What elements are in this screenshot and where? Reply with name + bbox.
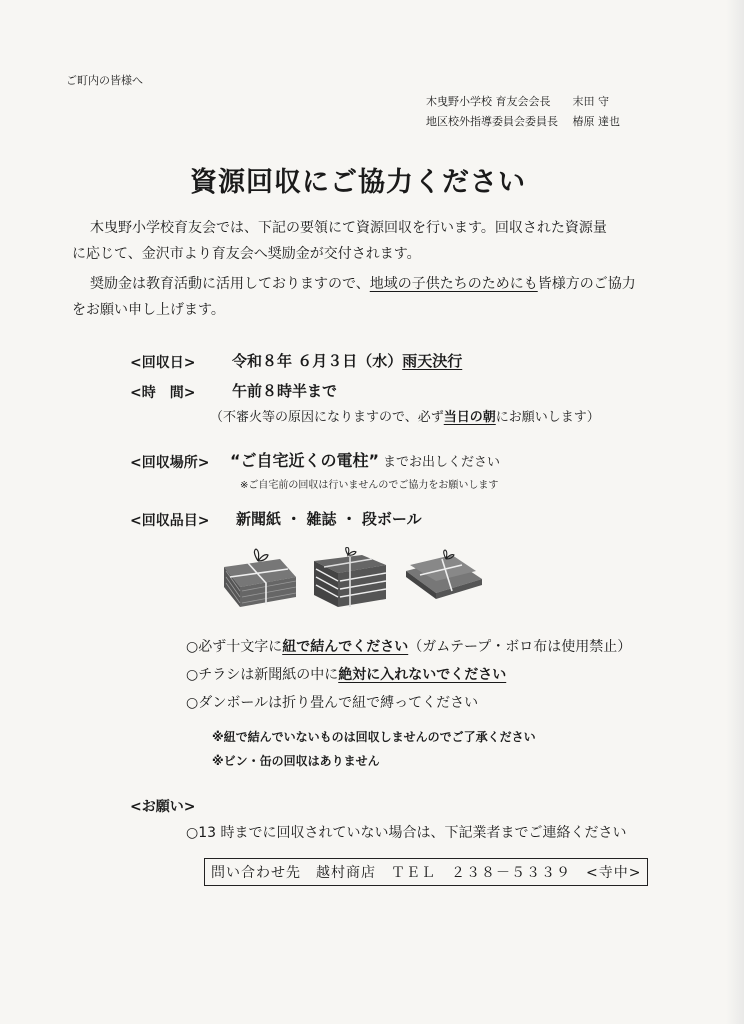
place-emphasis: “ご自宅近くの電柱” (230, 451, 380, 470)
items-value: 新聞紙 ・ 雑誌 ・ 段ボール (236, 510, 422, 528)
items-label: <回収品目> (130, 513, 210, 529)
intro-p2-line2: をお願い申し上げます。 (72, 302, 225, 318)
note-bottles-cans: ※ビン・缶の回収はありません (212, 754, 380, 768)
cardboard-bundle-icon (402, 547, 484, 609)
time-note-emphasis: 当日の朝 (443, 410, 496, 425)
note-unbound: ※紐で結んでいないものは回収しませんのでご了承ください (212, 730, 536, 744)
date-value (232, 350, 462, 371)
intro-p1-line2: に応じて、金沢市より育友会へ奨励金が交付されます。 (72, 246, 421, 262)
place-suffix: までお出しください (383, 455, 501, 470)
request-label: <お願い> (130, 799, 196, 815)
rule-1 (186, 636, 631, 656)
time-label: <時 間> (130, 385, 196, 401)
page-title: 資源回収にご協力ください (190, 167, 526, 198)
rule-1-emphasis: 紐で結んでください (282, 639, 409, 655)
time-note-c: にお願いします） (495, 410, 600, 425)
rule-1-a: ○必ず十文字に (186, 639, 283, 655)
place-label: <回収場所> (130, 455, 210, 471)
newspaper-bundle-icon (218, 547, 300, 609)
intro-p2-line1 (90, 270, 636, 298)
sender-committee-chair: 地区校外指導委員会委員長 椿原 達也 (426, 115, 620, 128)
time-value: 午前８時半まで (232, 382, 338, 400)
rule-1-c: （ガムテープ・ボロ布は使用禁止） (408, 639, 632, 655)
time-note (210, 406, 600, 425)
rain-status: 雨天決行 (402, 352, 463, 370)
addressee: ご町内の皆様へ (66, 74, 143, 87)
rule-3: ○ダンボールは折り畳んで紐で縛ってください (186, 695, 479, 711)
contact-box: 問い合わせ先 越村商店 ＴＥＬ ２３８－５３３９ <寺中> (204, 858, 648, 886)
request-text: ○13 時までに回収されていない場合は、下記業者までご連絡ください (186, 825, 627, 841)
time-note-a: （不審火等の原因になりますので、必ず (210, 410, 444, 425)
intro-p1-line1: 木曳野小学校育友会では、下記の要領にて資源回収を行います。回収された資源量 (90, 220, 607, 236)
intro-p2-underlined: 地域の子供たちのためにも (369, 276, 538, 292)
intro-p2-text-b: 皆様方のご協力 (537, 276, 636, 292)
sender-pta-president: 木曳野小学校 育友会会長 末田 守 (426, 95, 609, 108)
place-note: ※ご自宅前の回収は行いませんのでご協力をお願いします (240, 480, 499, 491)
date-label: <回収日> (130, 355, 196, 371)
rule-2-emphasis: 絶対に入れないでください (338, 667, 507, 683)
scan-edge-shadow (726, 0, 744, 1024)
rule-2 (186, 664, 506, 684)
place-value (230, 448, 500, 471)
intro-p2-text-a: 奨励金は教育活動に活用しておりますので、 (90, 276, 370, 292)
date-text: 令和８年 ６月３日（水） (232, 352, 403, 370)
rule-2-a: ○チラシは新聞紙の中に (186, 667, 339, 683)
magazine-bundle-icon (310, 547, 390, 609)
